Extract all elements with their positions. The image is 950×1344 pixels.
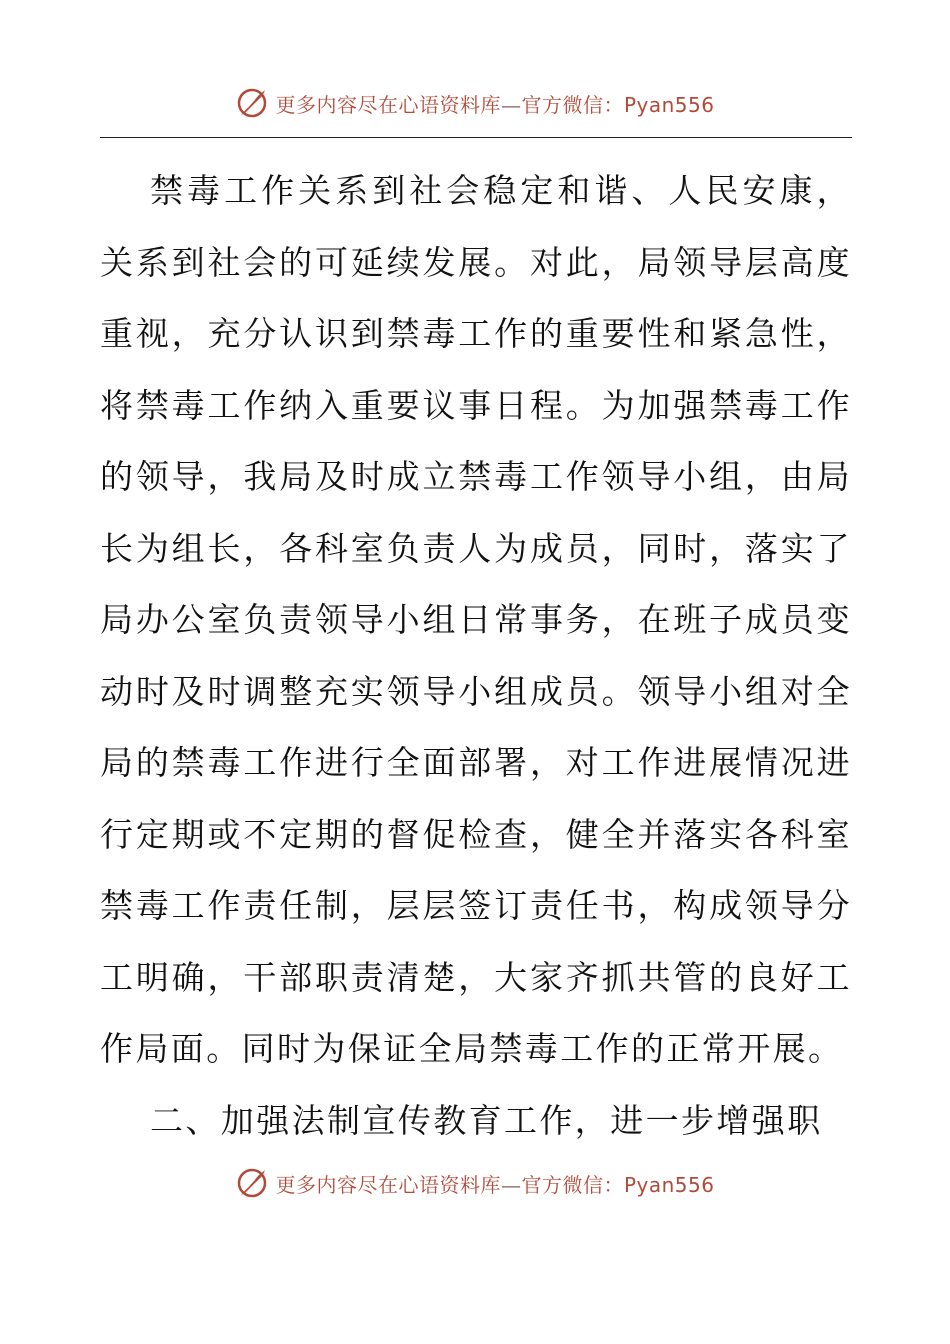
- footer-banner: [0, 1163, 950, 1203]
- footer-site-text: 更多内容尽在心语资料库: [275, 1172, 501, 1197]
- header-banner: [0, 83, 950, 123]
- header-site-text: 更多内容尽在心语资料库: [275, 92, 501, 117]
- header-text: [275, 89, 714, 118]
- footer-separator: —: [500, 1172, 522, 1197]
- quill-logo-icon: [235, 1166, 269, 1200]
- footer-wechat-text: 官方微信：Pyan556: [521, 1172, 715, 1197]
- header-divider: [100, 137, 852, 138]
- body-paragraph-1: 禁毒工作关系到社会稳定和谐、人民安康，关系到社会的可延续发展。对此，局领导层高度重视，充分认识到禁毒工作的重要性和紧急性，将禁毒工作纳入重要议事日程。为加强禁毒工作的领导，我局及时成立禁毒工作领导小组，由局长为组长，各科室负责人为成员，同时，落实了局办公室负责领导小组日常事务，在班子成员变动时及时调整充实领导小组成员。领导小组对全局的禁毒工作进行全面部署，对工作进展情况进行定期或不定期的督促检查，健全并落实各科室禁毒工作责任制，层层签订责任书，构成领导分工明确，干部职责清楚，大家齐抓共管的良好工作局面。同时为保证全局禁毒工作的正常开展。: [100, 171, 852, 1068]
- footer-text: [275, 1169, 714, 1198]
- document-body: [100, 155, 852, 1156]
- quill-logo-icon: [235, 86, 269, 120]
- header-wechat-text: 官方微信：Pyan556: [521, 92, 715, 117]
- body-paragraph-2: 二、加强法制宣传教育工作，进一步增强职: [150, 1100, 823, 1140]
- header-separator: —: [500, 92, 522, 117]
